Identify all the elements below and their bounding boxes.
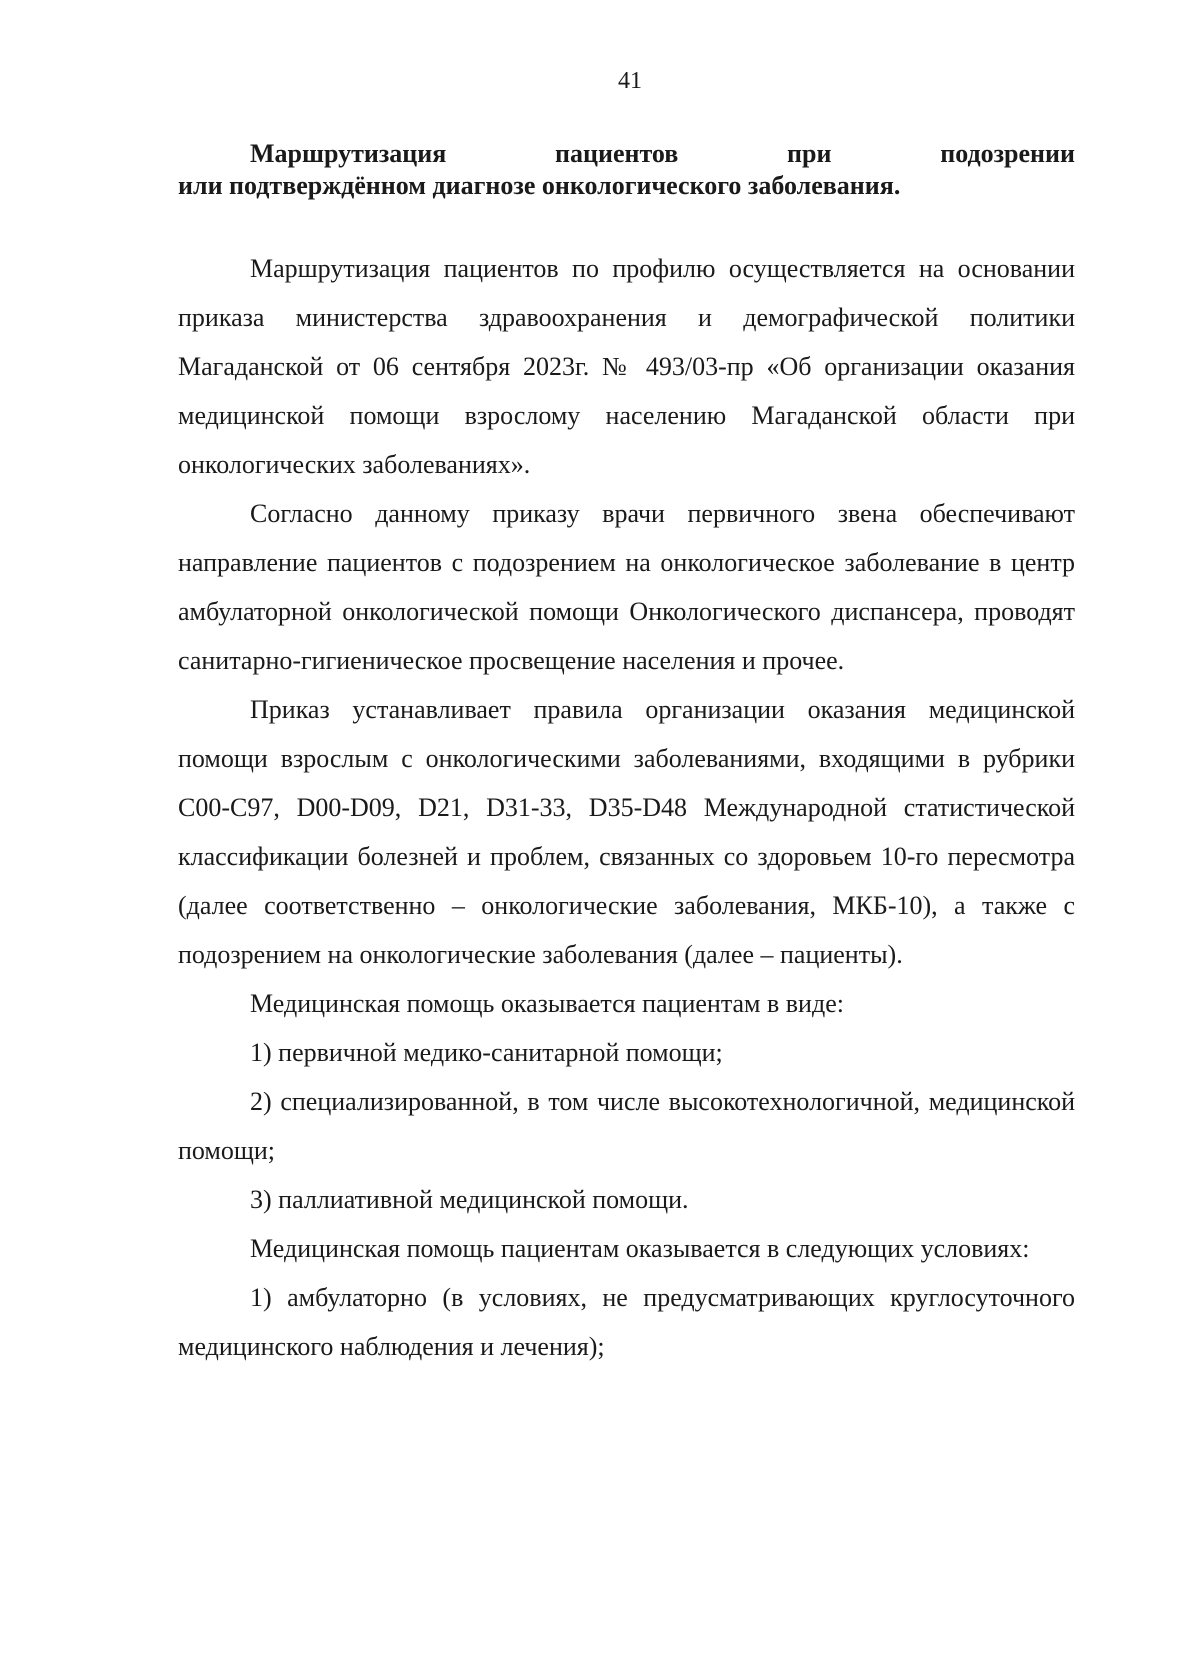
paragraph-routing-basis: Маршрутизация пациентов по профилю осуществляется на основании приказа министерства здравоохранения и демографической политики Магаданской от 06 сентября 2023г. № 493/03-пр «Об организации оказания медицинской помощи взрослому населению Магаданской области при онкологических заболеваниях». (178, 254, 1075, 479)
page-number: 41 (618, 68, 642, 94)
list-item-condition-1: 1) амбулаторно (в условиях, не предусматривающих круглосуточного медицинского наблюдения и лечения); (178, 1283, 1075, 1361)
section-heading (178, 138, 1075, 202)
document-body (178, 138, 1075, 1371)
paragraph-order-rules: Приказ устанавливает правила организации оказания медицинской помощи взрослым с онкологическими заболеваниями, входящими в рубрики С00-С97, D00-D09, D21, D31-33, D35-D48 Международной статистической классификации болезней и проблем, связанных со здоровьем 10-го пересмотра (далее соответственно – онкологические заболевания, МКБ-10), а также с подозрением на онкологические заболевания (далее – пациенты). (178, 695, 1075, 969)
paragraph-care-types-intro: Медицинская помощь оказывается пациентам в виде: (250, 989, 844, 1018)
list-item-care-type-1: 1) первичной медико-санитарной помощи; (250, 1038, 723, 1067)
list-item-care-type-3: 3) паллиативной медицинской помощи. (250, 1185, 689, 1214)
heading-line-1: Маршрутизация пациентов при подозрении (250, 139, 1075, 168)
list-item-care-type-2: 2) специализированной, в том числе высокотехнологичной, медицинской помощи; (178, 1087, 1075, 1165)
heading-line-2: или подтверждённом диагнозе онкологического заболевания. (178, 171, 901, 200)
paragraph-conditions-intro: Медицинская помощь пациентам оказывается в следующих условиях: (250, 1234, 1030, 1263)
paragraph-primary-care: Согласно данному приказу врачи первичного звена обеспечивают направление пациентов с подозрением на онкологическое заболевание в центр амбулаторной онкологической помощи Онкологического диспансера, проводят санитарно-гигиеническое просвещение населения и прочее. (178, 499, 1075, 675)
